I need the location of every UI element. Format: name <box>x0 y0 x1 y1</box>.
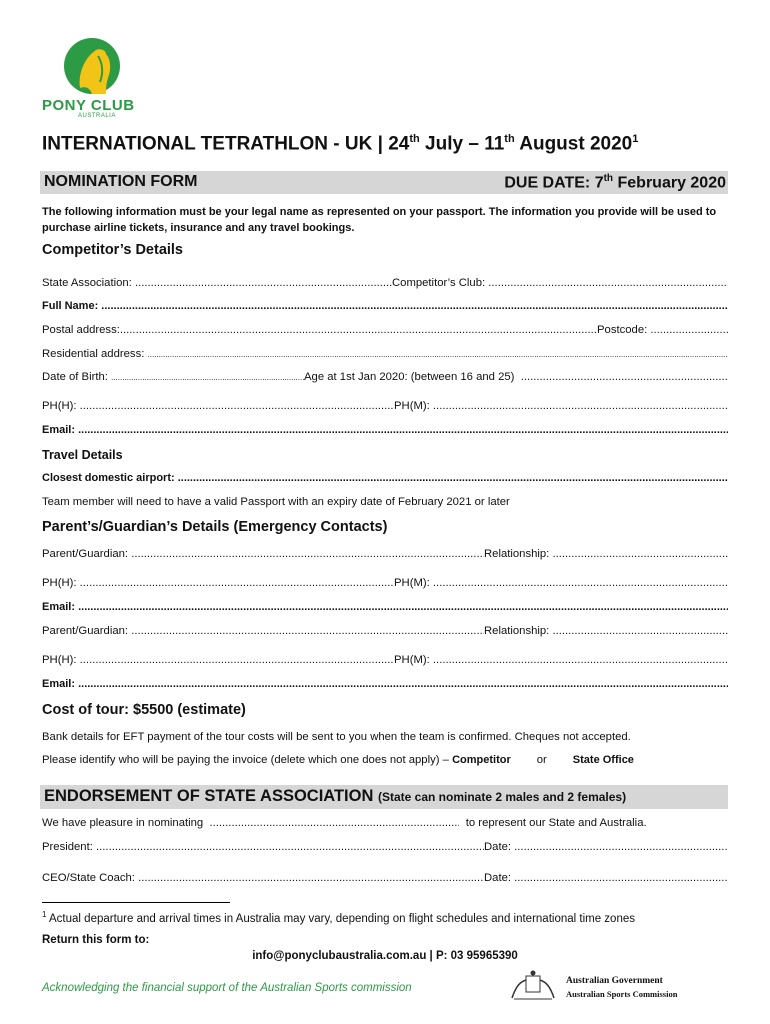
parent-email-row-2: Email: ..... <box>42 678 728 690</box>
gov-line-2: Australian Sports Commission <box>566 989 678 999</box>
residential-row: Residential address: ..... <box>42 348 728 362</box>
postal-row: Postal address: ..... Postcode: ..... <box>42 324 728 336</box>
cost-heading: Cost of tour: $5500 (estimate) <box>42 702 246 718</box>
competitor-mobile-phone-field[interactable] <box>433 400 728 412</box>
footnote: $^1$ Actual departure and arrival times in Australia may vary, depending on flight schedules and international time zones <box>42 910 635 925</box>
date-of-birth-field[interactable] <box>111 371 304 385</box>
nomination-form-label: NOMINATION FORM <box>44 173 198 190</box>
gov-line-1: Australian Government <box>566 976 663 986</box>
parent-2-mobile-phone-field[interactable] <box>433 654 728 666</box>
logo-subtitle: AUSTRALIA <box>78 113 116 119</box>
ceo-row: CEO/State Coach: ..... Date: ..... <box>42 872 728 884</box>
passport-note: Team member will need to have a valid Passport with an expiry date of February 2021 or later <box>42 496 510 508</box>
parent-2-home-phone-field[interactable] <box>80 654 394 666</box>
parent-1-email-field[interactable] <box>78 601 728 613</box>
competitor-phone-row: PH(H): ..... PH(M): ..... <box>42 400 728 412</box>
president-date-field[interactable] <box>514 841 728 853</box>
endorsement-title: ENDORSEMENT OF STATE ASSOCIATION (State can nominate 2 males and 2 females) <box>44 787 627 805</box>
relationship-1-field[interactable] <box>552 548 728 560</box>
contact-line[interactable]: info@ponyclubaustralia.com.au | P: 03 95965390 <box>252 950 518 962</box>
payer-row: Please identify who will be paying the invoice (delete which one does not apply) – Competitor or State Office <box>42 754 634 766</box>
president-field[interactable] <box>96 841 484 853</box>
state-association-field[interactable] <box>135 277 392 289</box>
parent-guardian-1-field[interactable] <box>131 548 484 560</box>
parent-phone-row-1: PH(H): ..... PH(M): ..... <box>42 577 728 589</box>
postal-address-field[interactable] <box>120 324 597 336</box>
return-label: Return this form to: <box>42 934 150 946</box>
president-row: President: ..... Date: ..... <box>42 841 728 853</box>
postcode-field[interactable] <box>650 324 728 336</box>
nominating-row: We have pleasure in nominating ..... to represent our State and Australia. <box>42 817 728 829</box>
parent-2-email-field[interactable] <box>78 678 728 690</box>
state-club-row: State Association: ..... Competitor’s Club: ..... <box>42 277 728 289</box>
parent-phone-row-2: PH(H): ..... PH(M): ..... <box>42 654 728 666</box>
travel-heading: Travel Details <box>42 448 123 462</box>
logo-name: PONY CLUB <box>42 97 135 114</box>
payer-state-office-option[interactable]: State Office <box>572 754 634 766</box>
residential-address-field[interactable] <box>148 348 729 362</box>
age-field[interactable] <box>521 371 728 385</box>
parent-row-2: Parent/Guardian: ..... Relationship: ..... <box>42 625 728 637</box>
footnote-rule <box>42 902 230 903</box>
payer-competitor-option[interactable]: Competitor <box>452 754 511 766</box>
relationship-2-field[interactable] <box>552 625 728 637</box>
parent-row-1: Parent/Guardian: ..... Relationship: ..... <box>42 548 728 560</box>
guardian-heading: Parent’s/Guardian’s Details (Emergency Contacts) <box>42 519 388 535</box>
intro-text: The following information must be your legal name as represented on your passport. The information you provide will be used to purchase airline tickets, insurance and any travel bookings. <box>42 206 717 234</box>
coat-of-arms-icon <box>508 970 558 1002</box>
nominee-field[interactable] <box>209 817 459 829</box>
bank-details-text: Bank details for EFT payment of the tour costs will be sent to you when the team is confirmed. Cheques not accepted. <box>42 731 631 743</box>
page-title: INTERNATIONAL TETRATHLON - UK | 24th July – 11th August 2020$^1$ <box>42 133 639 155</box>
full-name-row: Full Name: ..... <box>42 300 728 312</box>
competitor-heading: Competitor’s Details <box>42 242 183 258</box>
due-date: DUE DATE: 7th February 2020 <box>504 173 726 192</box>
parent-email-row-1: Email: ..... <box>42 601 728 613</box>
competitor-club-field[interactable] <box>488 277 728 289</box>
competitor-email-row: Email: ..... <box>42 424 728 436</box>
ceo-date-field[interactable] <box>514 872 728 884</box>
parent-1-home-phone-field[interactable] <box>80 577 394 589</box>
full-name-field[interactable] <box>101 300 728 312</box>
dob-row: Date of Birth: ..... Age at 1st Jan 2020: (between 16 and 25) ..... <box>42 371 728 385</box>
acknowledgement-text: Acknowledging the financial support of the Australian Sports commission <box>42 982 412 994</box>
parent-1-mobile-phone-field[interactable] <box>433 577 728 589</box>
parent-guardian-2-field[interactable] <box>131 625 484 637</box>
competitor-email-field[interactable] <box>78 424 728 436</box>
airport-row: Closest domestic airport: ..... <box>42 472 728 484</box>
closest-airport-field[interactable] <box>178 472 728 484</box>
ceo-coach-field[interactable] <box>138 872 484 884</box>
competitor-home-phone-field[interactable] <box>80 400 394 412</box>
